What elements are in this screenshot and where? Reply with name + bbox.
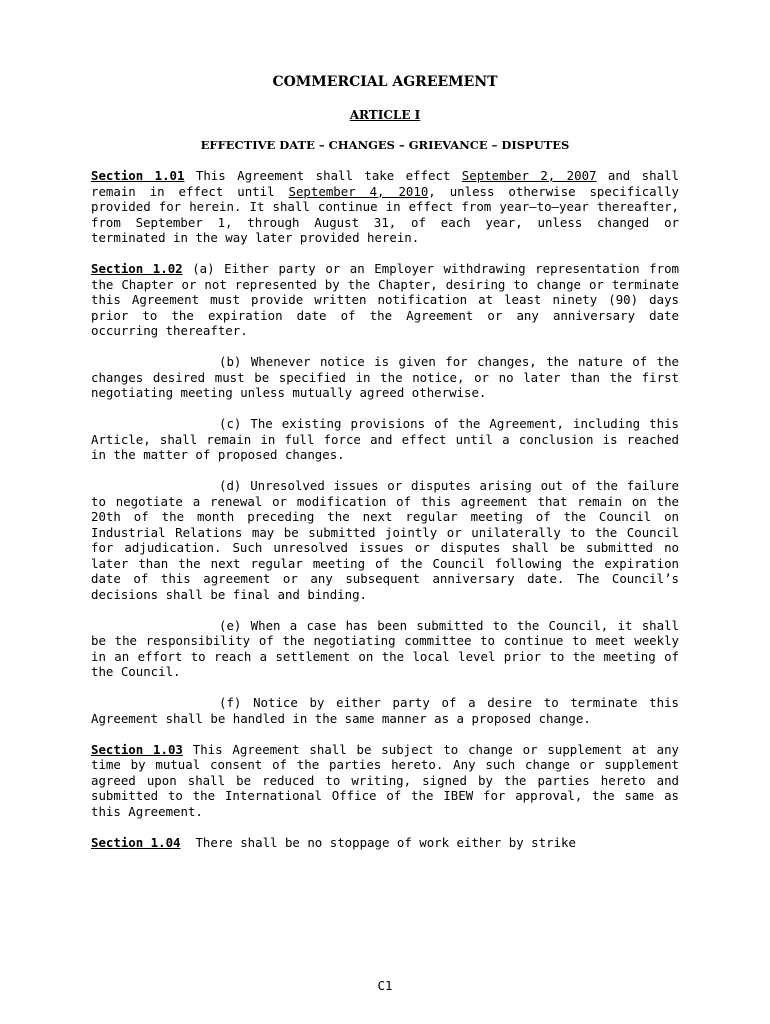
section-1-02-f: (f) Notice by either party of a desire to terminate this Agreement shall be handled in the same manner as a proposed change. (91, 695, 679, 726)
section-1-04 (91, 835, 679, 851)
section-1-01-text-1: This Agreement shall take effect (195, 168, 451, 183)
expiration-date: September 4, 2010 (288, 183, 429, 199)
section-1-01-text-3: , unless otherwise specifically provided for herein. It shall continue in effect from year–to–year thereafter, from September 1, through August 31, of each year, unless changed or terminated in the way later provided herein. (91, 183, 679, 245)
section-1-02-d: (d) Unresolved issues or disputes arising out of the failure to negotiate a renewal or modification of this agreement that remain on the 20th of the month preceding the next regular meeting of the Council on Industrial Relations may be submitted jointly or unilaterally to the Council for adjudication. Such unresolved issues or disputes shall be submitted no later than the next regular meeting of the Council following the expiration date of this agreement or any subsequent anniversary date. The Council’s decisions shall be final and binding. (91, 478, 679, 602)
section-1-02-a-text: (a) Either party or an Employer withdrawing representation from the Chapter or not represented by the Chapter, desiring to change or terminate this Agreement must provide written notification at least ninety (90) days prior to the expiration date of the Agreement or any anniversary date occurring thereafter. (91, 261, 679, 338)
section-1-04-label: Section 1.04 (91, 834, 181, 850)
section-1-03 (91, 742, 679, 820)
section-1-01-label: Section 1.01 (91, 168, 185, 183)
article-subtitle: EFFECTIVE DATE – CHANGES – GRIEVANCE – DISPUTES (200, 138, 570, 152)
section-1-03-label: Section 1.03 (91, 741, 183, 757)
page-number: C1 (377, 978, 393, 993)
section-1-02-e: (e) When a case has been submitted to the Council, it shall be the responsibility of the negotiating committee to continue to meet weekly in an effort to reach a settlement on the local level prior to the meeting of the Council. (91, 617, 679, 679)
section-1-02-label: Section 1.02 (91, 261, 183, 276)
section-1-01 (91, 168, 679, 246)
section-1-02-b: (b) Whenever notice is given for changes, the nature of the changes desired must be specified in the notice, or no later than the first negotiating meeting unless mutually agreed otherwise. (91, 354, 679, 400)
section-1-01-text-2: and shall remain in effect until (91, 168, 679, 199)
document-title: COMMERCIAL AGREEMENT (272, 74, 498, 90)
article-heading: ARTICLE I (349, 108, 421, 122)
effective-date: September 2, 2007 (461, 168, 597, 183)
section-1-02-c: (c) The existing provisions of the Agreement, including this Article, shall remain in full force and effect until a conclusion is reached in the matter of proposed changes. (91, 416, 679, 462)
document-body (91, 168, 679, 866)
section-1-03-text: This Agreement shall be subject to change or supplement at any time by mutual consent of the parties hereto. Any such change or supplement agreed upon shall be reduced to writing, signed by the parties hereto and submitted to the International Office of the IBEW for approval, the same as this Agreement. (91, 741, 679, 819)
section-1-04-text: There shall be no stoppage of work either by strike (195, 834, 576, 850)
section-1-02-a (91, 261, 679, 339)
